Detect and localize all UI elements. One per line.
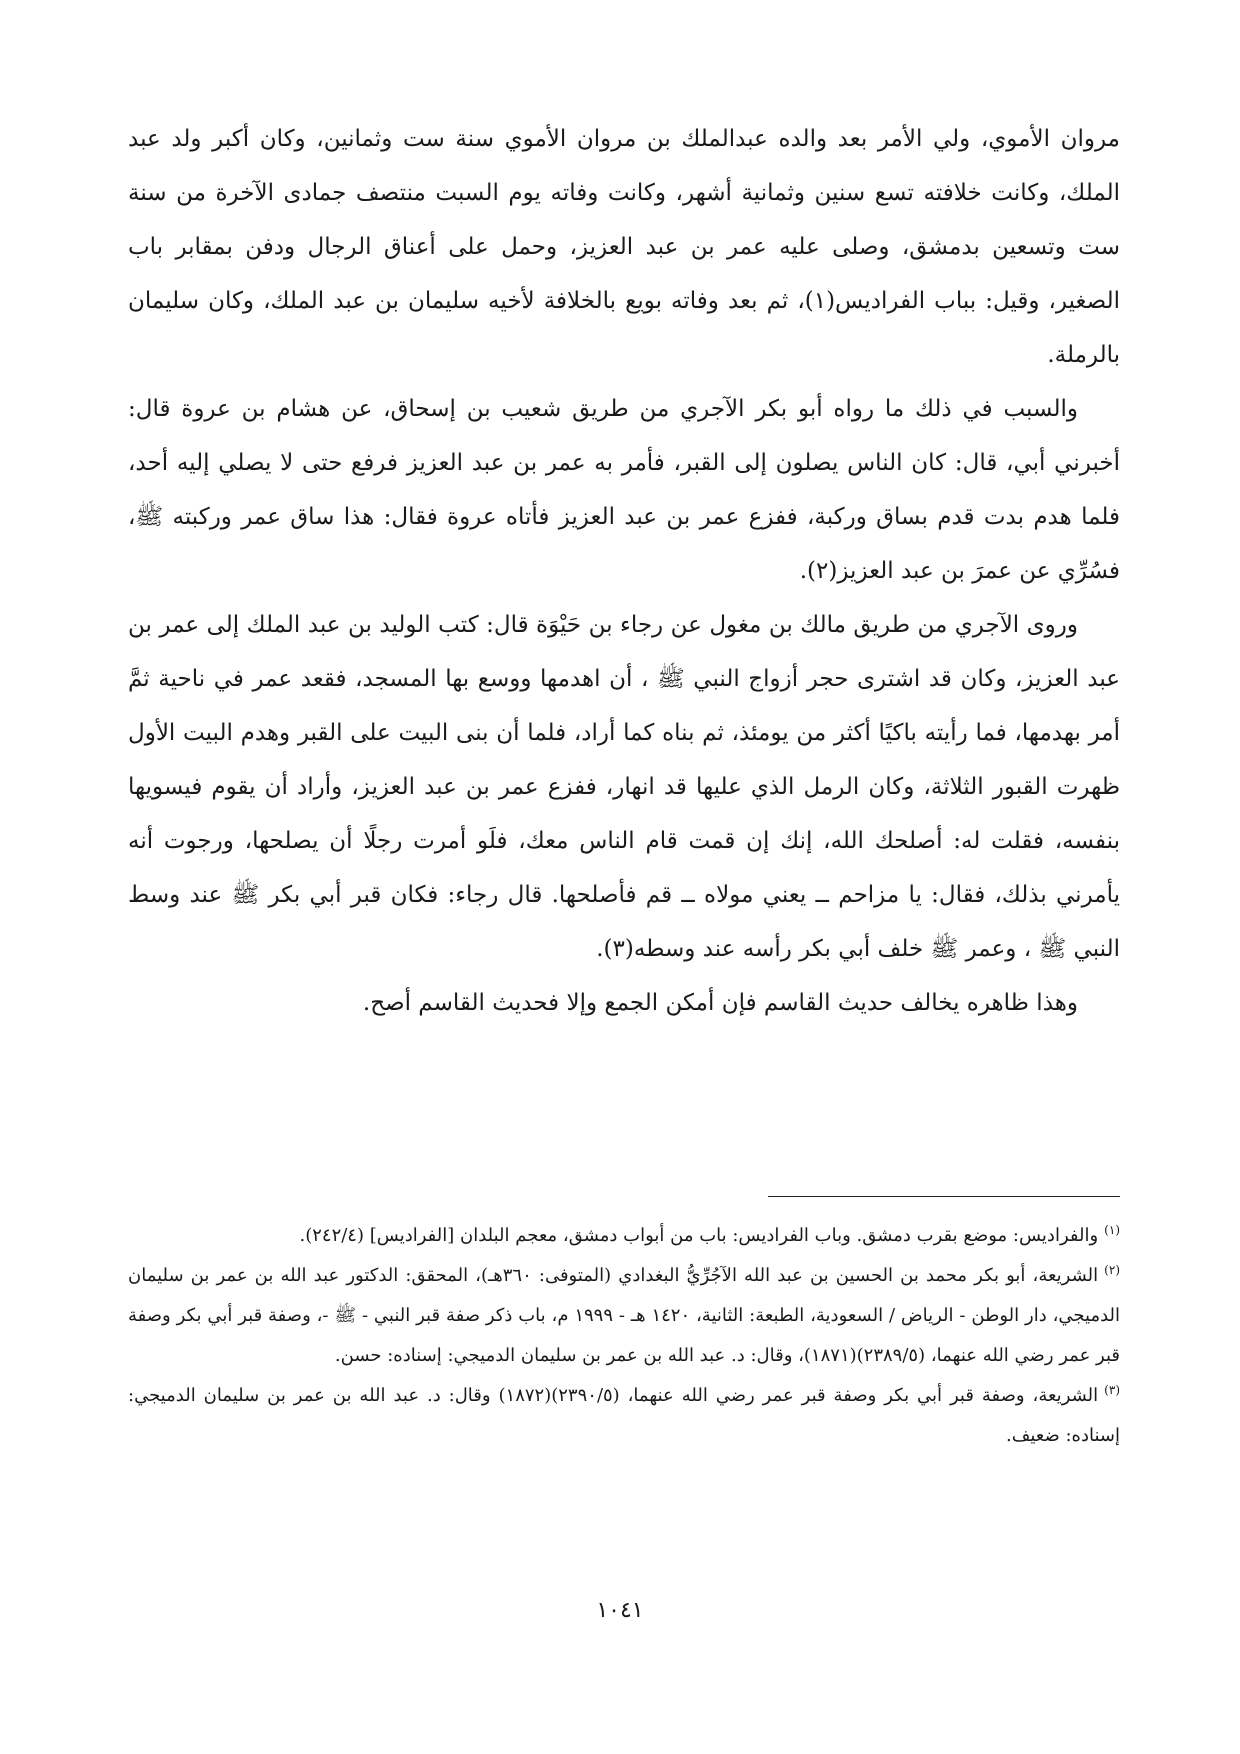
footnote-2 — [128, 1256, 1120, 1376]
footnote-separator — [768, 1196, 1120, 1197]
footnotes-section — [128, 1216, 1120, 1456]
footnote-3 — [128, 1376, 1120, 1456]
body-paragraph-2: والسبب في ذلك ما رواه أبو بكر الآجري من طريق شعيب بن إسحاق، عن هشام بن عروة قال: أخبرني أبي، قال: كان الناس يصلون إلى القبر، فأمر به عمر بن عبد العزيز فرفع حتى لا يصلي إليه أحد، فلما هدم بدت قدم بساق وركبة، ففزع عمر بن عبد العزيز فأتاه عروة فقال: هذا ساق عمر وركبته ﷺ، فسُرِّي عن عمرَ بن عبد العزيز(٢). — [128, 396, 1120, 584]
footnote-text: الشريعة، أبو بكر محمد بن الحسين بن عبد الله الآجُرِّيُّ البغدادي (المتوفى: ٣٦٠هـ)، المحقق: الدكتور عبد الله بن عمر بن سليمان الدميجي، دار الوطن - الرياض / السعودية، الطبعة: الثانية، ١٤٢٠ هـ - ١٩٩٩ م، باب ذكر صفة قبر النبي - ﷺ -، وصفة قبر أبي بكر وصفة قبر عمر رضي الله عنهما، (٢٣٨٩/٥)(١٨٧١)، وقال: د. عبد الله بن عمر بن سليمان الدميجي: إسناده: حسن. — [128, 1265, 1121, 1366]
body-paragraph-1: مروان الأموي، ولي الأمر بعد والده عبدالملك بن مروان الأموي سنة ست وثمانين، وكان أكبر ولد عبد الملك، وكانت خلافته تسع سنين وثمانية أشهر، وكانت وفاته يوم السبت منتصف جمادى الآخرة من سنة ست وتسعين بدمشق، وصلى عليه عمر بن عبد العزيز، وحمل على أعناق الرجال ودفن بمقابر باب الصغير، وقيل: بباب الفراديس(١)، ثم بعد وفاته بويع بالخلافة لأخيه سليمان بن عبد الملك، وكان سليمان بالرملة. — [128, 126, 1120, 368]
footnote-number: (٢) — [1104, 1263, 1120, 1277]
footnote-text: والفراديس: موضع بقرب دمشق. وباب الفراديس: باب من أبواب دمشق، معجم البلدان [الفراديس] (٢٤٢/٤). — [299, 1225, 1099, 1246]
main-body-text — [128, 112, 1120, 1030]
page-number: ١٠٤١ — [596, 1598, 644, 1623]
footnote-text: الشريعة، وصفة قبر أبي بكر وصفة قبر عمر رضي الله عنهما، (٢٣٩٠/٥)(١٨٧٢) وقال: د. عبد الله بن عمر بن سليمان الدميجي: إسناده: ضعيف. — [128, 1385, 1120, 1446]
body-paragraph-3: وروى الآجري من طريق مالك بن مغول عن رجاء بن حَيْوَة قال: كتب الوليد بن عبد الملك إلى عمر بن عبد العزيز، وكان قد اشترى حجر أزواج النبي ﷺ ، أن اهدمها ووسع بها المسجد، فقعد عمر في ناحية ثمَّ أمر بهدمها، فما رأيته باكيًا أكثر من يومئذ، ثم بناه كما أراد، فلما أن بنى البيت على القبر وهدم البيت الأول ظهرت القبور الثلاثة، وكان الرمل الذي عليها قد انهار، ففزع عمر بن عبد العزيز، وأراد أن يقوم فيسويها بنفسه، فقلت له: أصلحك الله، إنك إن قمت قام الناس معك، فلَو أمرت رجلًا أن يصلحها، ورجوت أنه يأمرني بذلك، فقال: يا مزاحم ــ يعني مولاه ــ قم فأصلحها. قال رجاء: فكان قبر أبي بكر ﷺ عند وسط النبي ﷺ ، وعمر ﷺ خلف أبي بكر رأسه عند وسطه(٣). — [128, 612, 1120, 962]
body-paragraph-4: وهذا ظاهره يخالف حديث القاسم فإن أمكن الجمع وإلا فحديث القاسم أصح. — [362, 990, 1078, 1016]
footnote-1 — [128, 1216, 1120, 1256]
footnote-number: (٣) — [1104, 1383, 1120, 1397]
footnote-number: (١) — [1104, 1223, 1120, 1237]
